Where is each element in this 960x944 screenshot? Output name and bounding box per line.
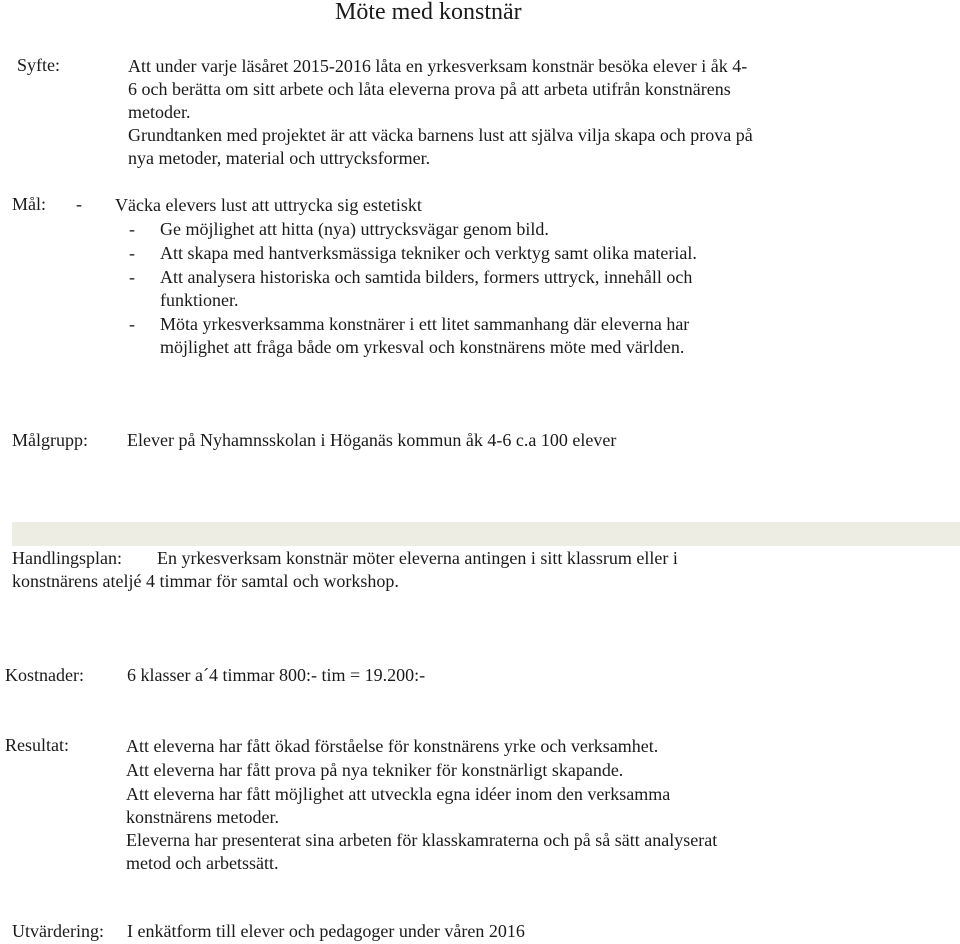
kostnader-label: Kostnader: xyxy=(5,665,84,685)
mal-goal-item: Möta yrkesverksamma konstnärer i ett litet sammanhang där eleverna har xyxy=(160,314,690,334)
mal-goal-item: Att skapa med hantverksmässiga tekniker och verktyg samt olika material. xyxy=(160,243,697,263)
mal-first-goal: Väcka elevers lust att uttrycka sig estetiskt xyxy=(115,195,422,215)
mal-goal-item: Att analysera historiska och samtida bilders, formers uttryck, innehåll och xyxy=(160,267,693,287)
resultat-line: Att eleverna har fått möjlighet att utveckla egna idéer inom den verksamma xyxy=(126,784,671,804)
syfte-label: Syfte: xyxy=(17,55,60,75)
handlingsplan-text-cont: konstnärens ateljé 4 timmar för samtal och workshop. xyxy=(12,571,399,591)
mal-goal-item-cont: funktioner. xyxy=(160,290,239,310)
utvardering-label: Utvärdering: xyxy=(12,921,104,941)
syfte-line: nya metoder, material och uttrycksformer. xyxy=(128,148,431,168)
utvardering-text: I enkätform till elever och pedagoger under våren 2016 xyxy=(127,921,525,941)
list-bullet: - xyxy=(129,243,135,263)
resultat-line: Att eleverna har fått ökad förståelse för konstnärens yrke och verksamhet. xyxy=(126,736,659,756)
malgrupp-text: Elever på Nyhamnsskolan i Höganäs kommun åk 4-6 c.a 100 elever xyxy=(127,430,617,450)
mal-label: Mål: xyxy=(12,194,46,214)
syfte-line: 6 och berätta om sitt arbete och låta eleverna prova på att arbeta utifrån konstnärens xyxy=(128,79,731,99)
handlingsplan-label: Handlingsplan: xyxy=(12,548,122,568)
mal-goal-item-cont: möjlighet att fråga både om yrkesval och konstnärens möte med världen. xyxy=(160,337,685,357)
resultat-line: metod och arbetssätt. xyxy=(126,853,279,873)
page-title: Möte med konstnär xyxy=(335,0,522,25)
resultat-label: Resultat: xyxy=(5,735,69,755)
shaded-band xyxy=(12,522,960,546)
list-bullet: - xyxy=(129,314,135,334)
syfte-line: Att under varje läsåret 2015-2016 låta en yrkesverksam konstnär besöka elever i åk 4- xyxy=(128,56,748,76)
resultat-line: konstnärens metoder. xyxy=(126,807,279,827)
list-bullet: - xyxy=(129,267,135,287)
kostnader-text: 6 klasser a´4 timmar 800:- tim = 19.200:- xyxy=(127,665,426,685)
mal-dash: - xyxy=(76,194,82,214)
handlingsplan-text: En yrkesverksam konstnär möter eleverna antingen i sitt klassrum eller i xyxy=(157,548,678,568)
list-bullet: - xyxy=(129,219,135,239)
malgrupp-label: Målgrupp: xyxy=(12,430,88,450)
mal-goal-item: Ge möjlighet att hitta (nya) uttrycksvägar genom bild. xyxy=(160,219,549,239)
resultat-line: Eleverna har presenterat sina arbeten för klasskamraterna och på så sätt analyserat xyxy=(126,830,718,850)
syfte-line: metoder. xyxy=(128,102,191,122)
resultat-line: Att eleverna har fått prova på nya tekniker för konstnärligt skapande. xyxy=(126,760,624,780)
syfte-line: Grundtanken med projektet är att väcka barnens lust att själva vilja skapa och prova på xyxy=(128,125,753,145)
